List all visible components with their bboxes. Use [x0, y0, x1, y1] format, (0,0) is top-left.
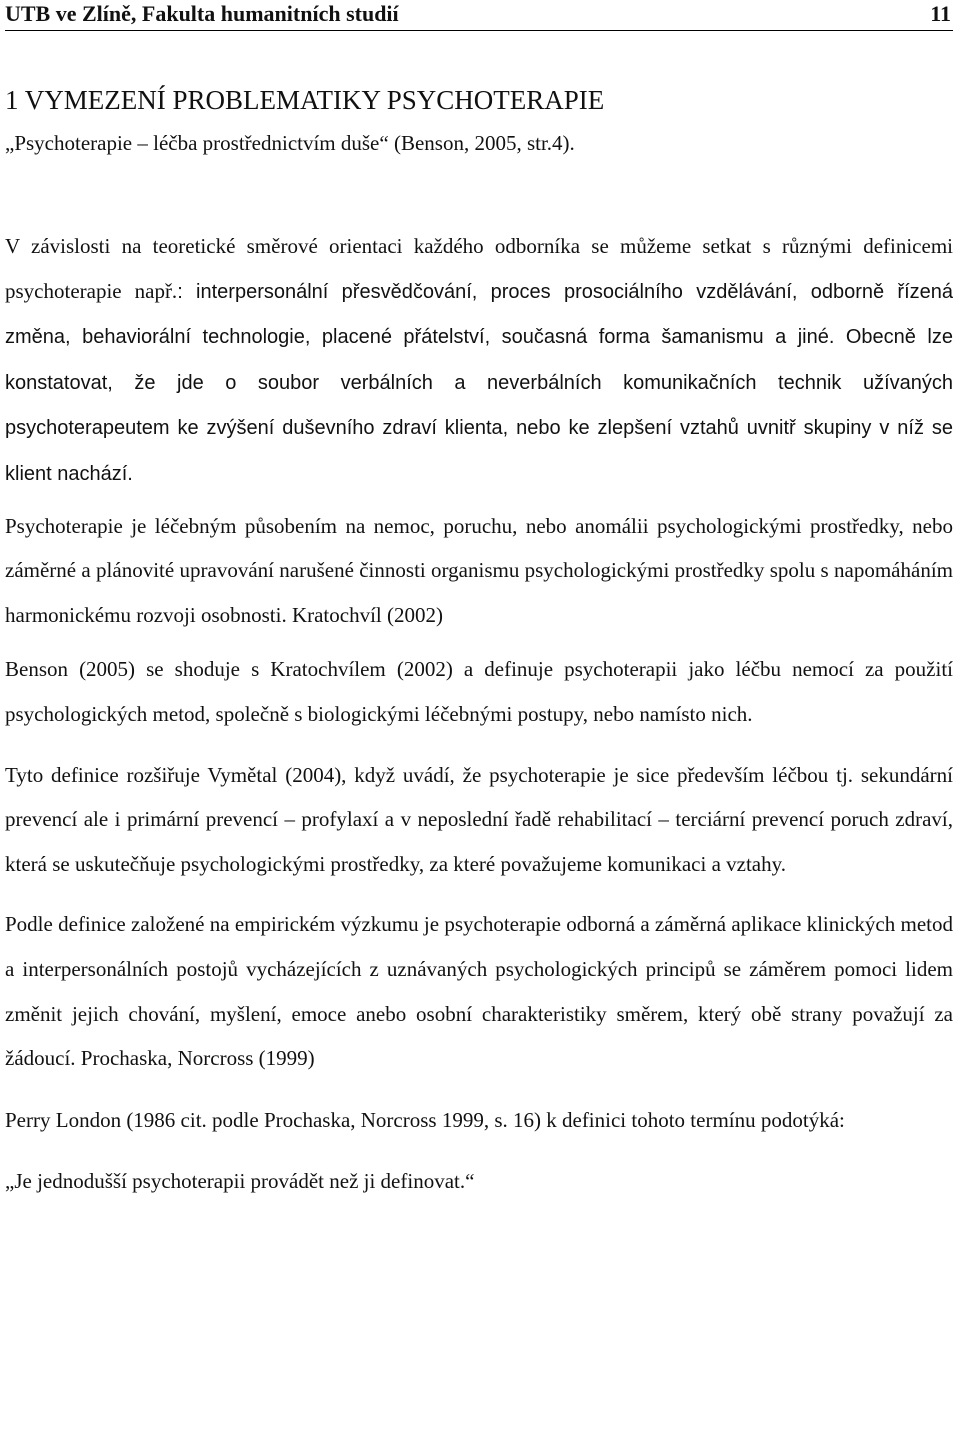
- motto-quote: „Psychoterapie – léčba prostřednictvím duše“ (Benson, 2005, str.4).: [5, 131, 575, 155]
- closing-quote: „Je jednodušší psychoterapii provádět než ji definovat.“: [5, 1169, 475, 1194]
- chapter-heading: 1 VYMEZENÍ PROBLEMATIKY PSYCHOTERAPIE: [5, 85, 605, 115]
- page-number: 11: [930, 1, 951, 26]
- page-header: [5, 0, 953, 31]
- paragraph-kratochvil: Psychoterapie je léčebným působením na nemoc, poruchu, nebo anomálii psychologickými prostředky, nebo záměrné a plánovité upravování narušené činnosti organismu psychologickými prostředky spolu s napomáháním harmonickému rozvoji osobnosti. Kratochvíl (2002): [5, 513, 953, 627]
- paragraph-definitions-summary: Obecně lze konstatovat, že jde o soubor verbálních a neverbálních komunikačních technik užívaných psychoterapeutem ke zvýšení duševního zdraví klienta, nebo ke zlepšení vztahů uvnitř skupiny v níž se klient nachází.: [5, 326, 953, 485]
- paragraph-benson: Benson (2005) se shoduje s Kratochvílem (2002) a definuje psychoterapii jako léčbu nemocí za použití psychologických metod, společně s biologickými léčebnými postupy, nebo namísto nich.: [5, 657, 953, 726]
- paragraph-definitions-list: : interpersonální přesvědčování, proces prosociálního vzdělávání, odborně řízená změna, behaviorální technologie, placené přátelství, současná forma šamanismu a jiné.: [5, 280, 953, 349]
- document-page: [5, 0, 953, 1197]
- paragraph-definitions-intro: V závislosti na teoretické směrové orientaci každého odborníka se můžeme setkat s různými definicemi psychoterapie např.: [5, 234, 953, 303]
- paragraph-definitions: [5, 224, 953, 497]
- paragraph-prochaska: Podle definice založené na empirickém výzkumu je psychoterapie odborná a záměrná aplikace klinických metod a interpersonálních postojů vycházejících z uznávaných psychologických principů se záměrem pomoci lidem změnit jejich chování, myšlení, emoce anebo osobní charakteristiky směrem, který obě strany považují za žádoucí. Prochaska, Norcross (1999): [5, 912, 953, 1071]
- header-title: UTB ve Zlíně, Fakulta humanitních studií: [5, 1, 399, 26]
- paragraph-london: Perry London (1986 cit. podle Prochaska, Norcross 1999, s. 16) k definici tohoto termínu podotýká:: [5, 1107, 845, 1132]
- paragraph-vymetal: Tyto definice rozšiřuje Vymětal (2004), když uvádí, že psychoterapie je sice především léčbou tj. sekundární prevencí ale i primární prevencí – profylaxí a v neposlední řadě rehabilitací – terciární prevencí poruch zdraví, která se uskutečňuje psychologickými prostředky, za které považujeme komunikaci a vztahy.: [5, 762, 953, 876]
